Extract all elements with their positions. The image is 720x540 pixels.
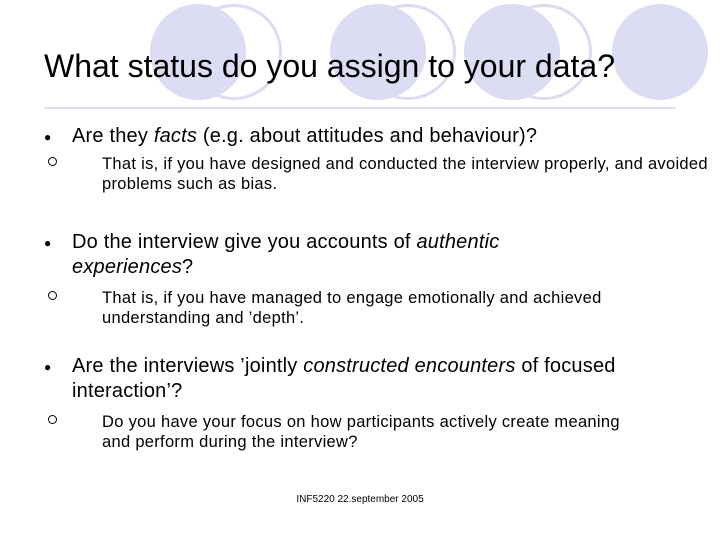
- sub-bullet-2: [102, 288, 622, 328]
- bullet-marker: ●: [44, 236, 52, 250]
- bullet-item-1: [44, 124, 720, 194]
- sub-bullet-text-2: That is, if you have managed to engage emotionally and achieved understanding and ’depth’.: [102, 289, 602, 327]
- sub-bullet-1: [102, 154, 720, 194]
- text-run: Do the interview give you accounts of: [72, 231, 417, 253]
- bullet-marker: ●: [44, 360, 52, 374]
- slide-title: What status do you assign to your data?: [44, 48, 615, 84]
- sub-bullet-text-3: Do you have your focus on how participants actively create meaning and perform during the interview?: [102, 413, 620, 451]
- text-run: of focused interaction’?: [72, 355, 616, 402]
- bullet-text-3: [72, 354, 632, 404]
- sub-bullet-marker: [48, 291, 57, 300]
- sub-bullet-text-1: That is, if you have designed and conducted the interview properly, and avoided problems such as bias.: [102, 155, 708, 193]
- emphasis-text: facts: [153, 125, 198, 147]
- bullet-item-3: [44, 354, 642, 452]
- bullet-item-2: [44, 230, 622, 328]
- sub-bullet-marker: [48, 157, 57, 166]
- bullet-marker: ●: [44, 130, 52, 144]
- bullet-text-1: [72, 124, 720, 149]
- text-run: (e.g. about attitudes and behaviour)?: [197, 125, 538, 147]
- slide-footer: INF5220 22.september 2005: [296, 494, 424, 505]
- decor-circle-7: [612, 4, 708, 100]
- sub-bullet-marker: [48, 415, 57, 424]
- text-run: Are they: [72, 125, 154, 147]
- bullet-text-2: [72, 230, 592, 280]
- sub-bullet-3: [102, 412, 642, 452]
- text-run: Are the interviews ’jointly: [72, 355, 304, 377]
- text-run: ?: [182, 256, 194, 278]
- emphasis-text: authentic experiences: [72, 231, 500, 278]
- title-underline: [44, 107, 676, 109]
- emphasis-text: constructed encounters: [303, 355, 516, 377]
